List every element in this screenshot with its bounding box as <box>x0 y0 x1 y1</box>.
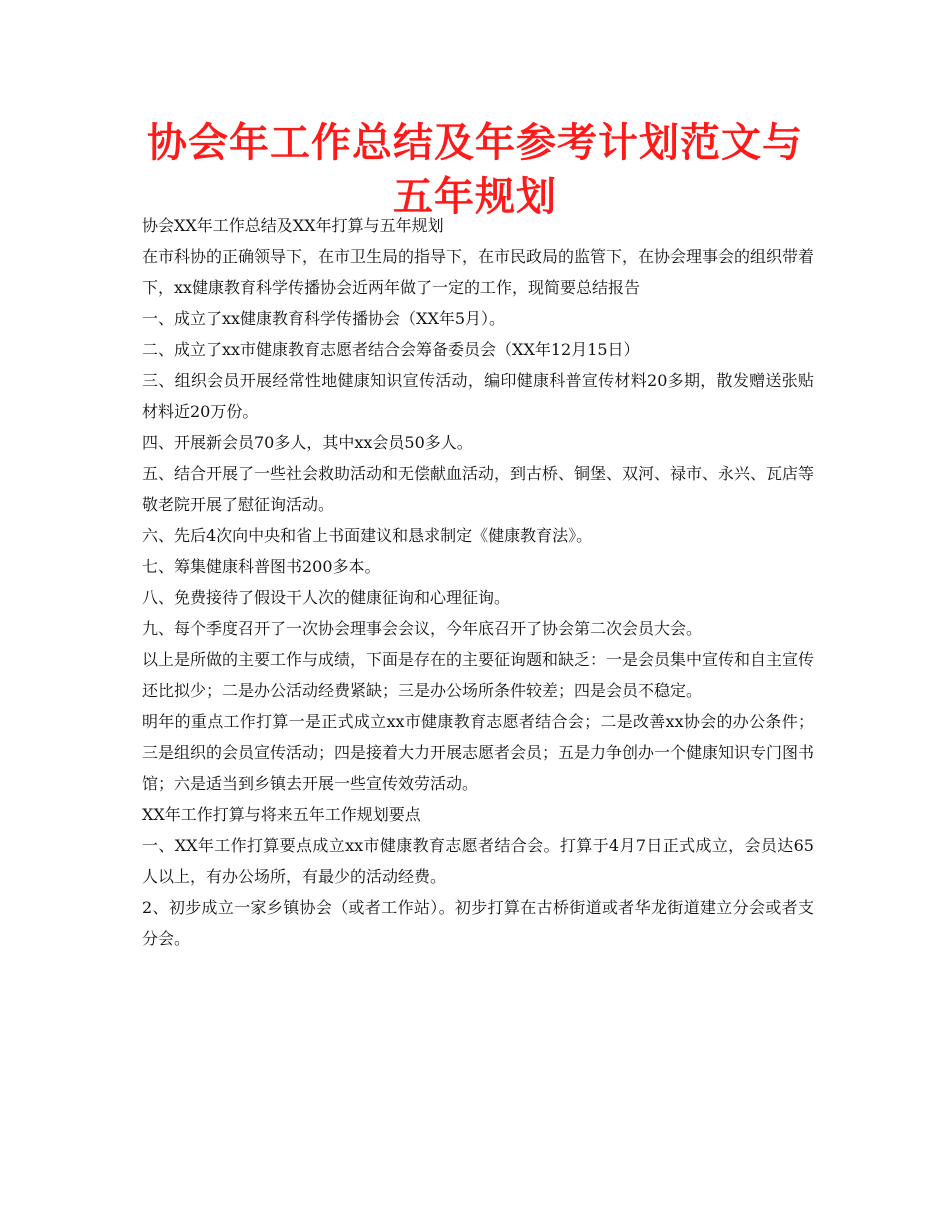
section-heading: XX年工作打算与将来五年工作规划要点 <box>142 805 421 824</box>
list-item-2: 二、成立了xx市健康教育志愿者结合会筹备委员会（XX年12月15日） <box>142 340 640 359</box>
document-body <box>142 210 814 954</box>
list-item-5: 五、结合开展了一些社会救助活动和无偿献血活动，到古桥、铜堡、双河、禄市、永兴、瓦店等敬老院开展了慰征询活动。 <box>142 464 815 514</box>
list-item-7: 七、筹集健康科普图书200多本。 <box>142 557 381 576</box>
plan-item-2: 2、初步成立一家乡镇协会（或者工作站）。初步打算在古桥街道或者华龙街道建立分会或者支分会。 <box>142 898 814 948</box>
list-item-8: 八、免费接待了假设干人次的健康征询和心理征询。 <box>142 588 511 607</box>
plan-paragraph: 明年的重点工作打算一是正式成立xx市健康教育志愿者结合会；二是改善xx协会的办公条件；三是组织的会员宣传活动；四是接着大力开展志愿者会员；五是力争创办一个健康知识专门图书馆；六是适当到乡镇去开展一些宣传效劳活动。 <box>142 712 815 793</box>
subtitle-paragraph: 协会XX年工作总结及XX年打算与五年规划 <box>142 216 444 235</box>
list-item-3: 三、组织会员开展经常性地健康知识宣传活动，编印健康科普宣传材料20多期，散发赠送张贴材料近20万份。 <box>142 371 814 421</box>
document-title: 协会年工作总结及年参考计划范文与五年规划 <box>147 120 803 220</box>
list-item-4: 四、开展新会员70多人，其中xx会员50多人。 <box>142 433 473 452</box>
problems-paragraph: 以上是所做的主要工作与成绩，下面是存在的主要征询题和缺乏：一是会员集中宣传和自主宣传还比拟少；二是办公活动经费紧缺；三是办公场所条件较差；四是会员不稳定。 <box>142 650 815 700</box>
plan-item-1: 一、XX年工作打算要点成立xx市健康教育志愿者结合会。打算于4月7日正式成立，会员达65人以上，有办公场所，有最少的活动经费。 <box>142 836 814 886</box>
intro-paragraph: 在市科协的正确领导下，在市卫生局的指导下，在市民政局的监管下，在协会理事会的组织带着下，xx健康教育科学传播协会近两年做了一定的工作，现简要总结报告 <box>142 247 815 297</box>
list-item-1: 一、成立了xx健康教育科学传播协会（XX年5月）。 <box>142 309 506 328</box>
list-item-9: 九、每个季度召开了一次协会理事会会议，今年底召开了协会第二次会员大会。 <box>142 619 703 638</box>
list-item-6: 六、先后4次向中央和省上书面建议和恳求制定《健康教育法》。 <box>142 526 593 545</box>
